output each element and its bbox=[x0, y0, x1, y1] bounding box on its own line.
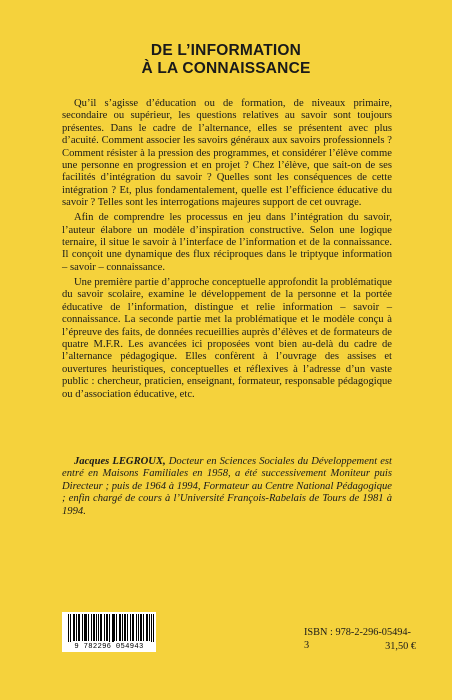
barcode-bar bbox=[113, 614, 114, 644]
barcode-bar bbox=[85, 614, 86, 641]
barcode-bar bbox=[78, 614, 79, 641]
barcode-bar bbox=[101, 614, 102, 641]
barcode-bar bbox=[74, 614, 75, 641]
blurb-paragraph: Une première partie d’approche conceptuelle approfondit la problématique du savoir scolaire, examine le développement de la personne et la portée éducative de l’information, distingue et relie information – savoir – connaissance. La seconde partie met la problématique et le modèle conçu à l’épreuve des faits, de données recueillies auprès d’élèves et de formateurs de quatre M.F.R. Les avancées ici proposées vont bien au-delà du cadre de l’alternance pédagogique. Elles confèrent à l’ouvrage des assises et ouvertures heuristiques, conceptuelles et réflexives à l’adresse d’un vaste public : chercheur, praticien, enseignant, formateur, responsable pédagogique ou d’association éducative, etc. bbox=[62, 276, 392, 400]
barcode-bar bbox=[76, 614, 77, 641]
price: 31,50 € bbox=[385, 641, 416, 652]
barcode-bar bbox=[68, 614, 69, 644]
barcode-bar bbox=[136, 614, 137, 641]
barcode-bar bbox=[107, 614, 108, 641]
barcode-bar bbox=[127, 614, 128, 641]
barcode-bar bbox=[70, 614, 71, 644]
barcode-bar bbox=[119, 614, 120, 641]
barcode-bar bbox=[114, 614, 115, 641]
barcode-bars bbox=[62, 612, 156, 644]
barcode-bar bbox=[153, 614, 154, 644]
barcode-bar bbox=[143, 614, 144, 641]
barcode-bar bbox=[73, 614, 74, 641]
isbn: ISBN : 978-2-296-05494-3 bbox=[304, 627, 411, 651]
barcode-bar bbox=[122, 614, 123, 641]
barcode-bar bbox=[151, 614, 152, 644]
barcode-digits: 9 782296 054943 bbox=[62, 642, 156, 652]
barcode-bar bbox=[96, 614, 97, 641]
barcode-bar bbox=[94, 614, 95, 641]
barcode-bar bbox=[138, 614, 139, 641]
title-line-1: DE L’INFORMATION bbox=[150, 42, 302, 59]
blurb bbox=[62, 98, 392, 404]
blurb-paragraph: Afin de comprendre les processus en jeu dans l’intégration du savoir, l’auteur élabore un modèle d’inspiration constructive. Selon une logique ternaire, il situe le savoir à l’interface de l’information et de la connaissance. Il conçoit une dynamique des flux réciproques dans le triptyque information – savoir – connaissance. bbox=[62, 212, 392, 273]
barcode-bar bbox=[146, 614, 147, 641]
barcode-bar bbox=[149, 614, 150, 641]
barcode-bar bbox=[140, 614, 141, 641]
barcode-bar bbox=[120, 614, 121, 641]
barcode-bar bbox=[98, 614, 99, 641]
barcode-bar bbox=[88, 614, 89, 641]
barcode-bar bbox=[132, 614, 133, 641]
barcode-bar bbox=[93, 614, 94, 641]
barcode-bar bbox=[147, 614, 148, 641]
barcode-bar bbox=[109, 614, 110, 644]
blurb-paragraph: Qu’il s’agisse d’éducation ou de formation, de niveaux primaire, secondaire ou supérieur, les questions relatives au savoir sont toujours présentes. Dans le cadre de l’alternance, elles se présentent avec plus d’acuité. Comment associer les savoirs généraux aux savoirs professionnels ? Comment résister à la pression des programmes, et considérer l’élève comme une personne en progression et en projet ? Chez l’élève, que sait-on de ses facilités d’intégration du savoir ? Quelles sont les conséquences de cette intégration ? Et, plus fondamentalement, quelle est l’efficience éducative du savoir ? Telles sont les interrogations majeures support de cet ouvrage. bbox=[62, 98, 392, 209]
barcode-bar bbox=[133, 614, 134, 641]
barcode-bar bbox=[100, 614, 101, 641]
barcode-bar bbox=[130, 614, 131, 641]
barcode-bar bbox=[124, 614, 125, 641]
barcode-bar bbox=[141, 614, 142, 641]
barcode-bar bbox=[82, 614, 83, 641]
title-line-2: À LA CONNAISSANCE bbox=[141, 60, 311, 77]
barcode-bar bbox=[116, 614, 117, 641]
author-name: Jacques LEGROUX, bbox=[74, 456, 166, 467]
barcode-bar bbox=[112, 614, 113, 644]
author-bio bbox=[62, 456, 392, 518]
barcode-bar bbox=[91, 614, 92, 641]
barcode-bar bbox=[106, 614, 107, 641]
barcode-bar bbox=[125, 614, 126, 641]
barcode-bar bbox=[84, 614, 85, 641]
barcode-bar bbox=[79, 614, 80, 641]
book-title bbox=[0, 42, 452, 78]
author-bio-text: Docteur en Sciences Sociales du Développement est entré en Maisons Familiales en 1958, a été successivement Moniteur puis Directeur ; puis de 1964 à 1994, Formateur au Centre National Pédagogique ; enfin chargé de cours à l’Université François-Rabelais de Tours de 1981 à 1994. bbox=[62, 456, 392, 517]
barcode bbox=[62, 612, 156, 652]
barcode-bar bbox=[104, 614, 105, 641]
barcode-bar bbox=[86, 614, 87, 641]
